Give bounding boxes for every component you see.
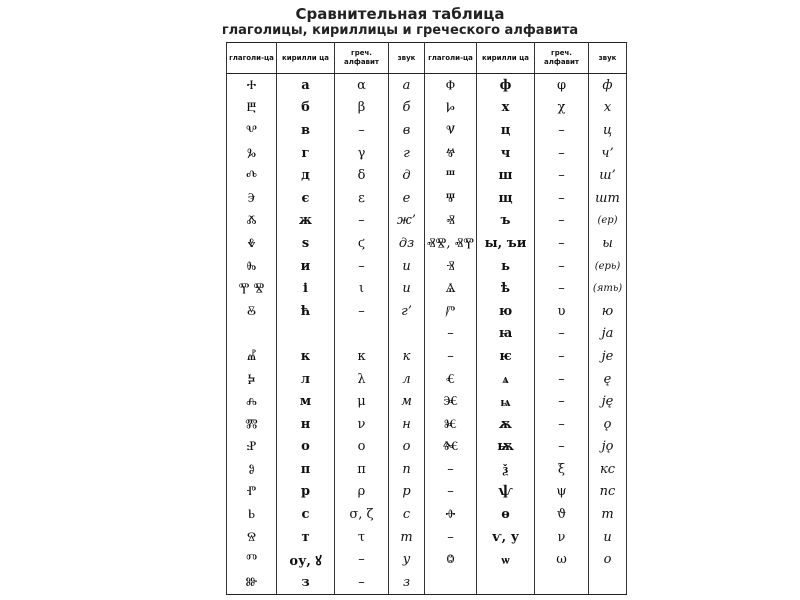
greek-cell: λ — [335, 368, 389, 391]
table-row — [227, 368, 627, 391]
glagolitic-cell: – — [425, 526, 477, 549]
glagolitic-cell: Ⰰ — [227, 74, 277, 97]
greek-cell: ο — [335, 436, 389, 459]
greek-cell: – — [535, 323, 589, 346]
cyrillic-cell: і — [277, 277, 335, 300]
greek-cell — [335, 323, 389, 346]
table-row — [227, 210, 627, 233]
glagolitic-cell: – — [425, 345, 477, 368]
sound-cell: je — [589, 345, 627, 368]
greek-cell: ϑ — [535, 503, 589, 526]
glagolitic-cell: Ⱂ — [227, 481, 277, 504]
cyrillic-cell: є — [277, 187, 335, 210]
glagolitic-cell: Ⱇ — [425, 74, 477, 97]
cyrillic-cell: б — [277, 97, 335, 120]
greek-cell: ρ — [335, 481, 389, 504]
sound-cell: д — [389, 164, 425, 187]
cyrillic-cell: ћ — [277, 300, 335, 323]
sound-cell: пс — [589, 481, 627, 504]
glagolitic-cell: Ⰴ — [227, 164, 277, 187]
glagolitic-cell: Ⰷ — [227, 232, 277, 255]
glagolitic-cell: Ⰳ — [227, 142, 277, 165]
sound-cell: г’ — [389, 300, 425, 323]
cyrillic-cell: ф — [477, 74, 535, 97]
sound-cell: шт — [589, 187, 627, 210]
glagolitic-cell — [425, 571, 477, 594]
greek-cell: – — [535, 164, 589, 187]
glagolitic-cell: Ⰵ — [227, 187, 277, 210]
sound-cell: (ерь) — [589, 255, 627, 278]
greek-cell: β — [335, 97, 389, 120]
cyrillic-cell: ѩ — [477, 390, 535, 413]
cyrillic-cell: ѯ — [477, 458, 535, 481]
sound-cell: ц — [589, 119, 627, 142]
table-row — [227, 323, 627, 346]
greek-cell: – — [535, 436, 589, 459]
greek-cell: φ — [535, 74, 589, 97]
table-row — [227, 164, 627, 187]
sound-cell: ж’ — [389, 210, 425, 233]
greek-cell: – — [535, 413, 589, 436]
greek-cell: ϛ — [335, 232, 389, 255]
sound-cell: ja — [589, 323, 627, 346]
table-row — [227, 255, 627, 278]
cyrillic-cell — [477, 571, 535, 594]
cyrillic-cell — [277, 323, 335, 346]
glagolitic-cell: Ⱅ — [227, 548, 277, 571]
cyrillic-cell: ь — [477, 255, 535, 278]
glagolitic-cell: Ⰽ — [227, 368, 277, 391]
glagolitic-cell: Ⱑ — [425, 277, 477, 300]
greek-cell: – — [335, 119, 389, 142]
sound-cell: и — [389, 255, 425, 278]
glagolitic-cell: Ⱋ — [425, 187, 477, 210]
sound-cell: о — [389, 436, 425, 459]
glagolitic-cell: Ⱗ — [425, 390, 477, 413]
cyrillic-cell: к — [277, 345, 335, 368]
sound-cell: а — [389, 74, 425, 97]
table-row — [227, 345, 627, 368]
glagolitic-cell: Ⱈ — [425, 97, 477, 120]
table-row — [227, 571, 627, 594]
greek-cell: ω — [535, 548, 589, 571]
greek-cell: ξ — [535, 458, 589, 481]
sound-cell: у — [389, 548, 425, 571]
column-header: греч. алфавит — [535, 43, 589, 74]
table-row — [227, 232, 627, 255]
table-row — [227, 548, 627, 571]
glagolitic-cell: Ⰾ — [227, 390, 277, 413]
sound-cell: г — [389, 142, 425, 165]
table-row — [227, 119, 627, 142]
glagolitic-cell: – — [425, 481, 477, 504]
cyrillic-cell: д — [277, 164, 335, 187]
glagolitic-cell: Ⱐ — [425, 255, 477, 278]
sound-cell: и — [389, 277, 425, 300]
greek-cell: – — [335, 571, 389, 594]
greek-cell: ι — [335, 277, 389, 300]
table-row — [227, 300, 627, 323]
sound-cell: ę — [589, 368, 627, 391]
sound-cell: о — [589, 548, 627, 571]
greek-cell: ψ — [535, 481, 589, 504]
sound-cell: и — [589, 526, 627, 549]
column-header: кирилли ца — [277, 43, 335, 74]
table-row — [227, 526, 627, 549]
cyrillic-cell: и — [277, 255, 335, 278]
glagolitic-cell: Ⱁ — [227, 458, 277, 481]
sound-cell: с — [389, 503, 425, 526]
cyrillic-cell: ъ — [477, 210, 535, 233]
sound-cell: (ер) — [589, 210, 627, 233]
sound-cell: р — [389, 481, 425, 504]
sound-cell — [589, 571, 627, 594]
cyrillic-cell: м — [277, 390, 335, 413]
sound-cell: п — [389, 458, 425, 481]
cyrillic-cell: ѫ — [477, 413, 535, 436]
sound-cell: з — [389, 571, 425, 594]
sound-cell: к — [389, 345, 425, 368]
table-row — [227, 277, 627, 300]
cyrillic-cell: ѵ, у — [477, 526, 535, 549]
sound-cell: дз — [389, 232, 425, 255]
glagolitic-cell: Ⰶ — [227, 210, 277, 233]
greek-cell: – — [535, 232, 589, 255]
greek-cell: – — [535, 277, 589, 300]
cyrillic-cell: ы, ъи — [477, 232, 535, 255]
glagolitic-cell: Ⱏ — [425, 210, 477, 233]
cyrillic-cell: ж — [277, 210, 335, 233]
glagolitic-cell: ⰟⰊ, ⰟⰉ — [425, 232, 477, 255]
sound-cell: ǫ — [589, 413, 627, 436]
glagolitic-cell: Ⱆ — [227, 571, 277, 594]
glagolitic-cell: Ⰱ — [227, 97, 277, 120]
cyrillic-cell: а — [277, 74, 335, 97]
sound-cell: в — [389, 119, 425, 142]
glagolitic-cell: Ⱃ — [227, 503, 277, 526]
greek-cell: – — [535, 119, 589, 142]
table-row — [227, 458, 627, 481]
sound-cell: е — [389, 187, 425, 210]
column-header: греч. алфавит — [335, 43, 389, 74]
cyrillic-cell: в — [277, 119, 335, 142]
greek-cell: κ — [335, 345, 389, 368]
glagolitic-cell: Ⱙ — [425, 436, 477, 459]
glagolitic-cell — [227, 323, 277, 346]
glagolitic-cell: Ⱎ — [425, 164, 477, 187]
cyrillic-cell: ѥ — [477, 345, 535, 368]
cyrillic-cell: п — [277, 458, 335, 481]
greek-cell: σ, ζ — [335, 503, 389, 526]
greek-cell: – — [535, 390, 589, 413]
glagolitic-cell: Ⱄ — [227, 526, 277, 549]
cyrillic-cell: г — [277, 142, 335, 165]
cyrillic-cell: з — [277, 571, 335, 594]
cyrillic-cell: т — [277, 526, 335, 549]
cyrillic-cell: оу, ꙋ — [277, 548, 335, 571]
glagolitic-cell: Ⰼ — [227, 345, 277, 368]
column-header: глаголи-ца — [425, 43, 477, 74]
cyrillic-cell: ш — [477, 164, 535, 187]
sound-cell: м — [389, 390, 425, 413]
cyrillic-cell: щ — [477, 187, 535, 210]
glagolitic-cell: Ⱉ — [425, 548, 477, 571]
greek-cell: χ — [535, 97, 589, 120]
greek-cell: δ — [335, 164, 389, 187]
column-header: глаголи-ца — [227, 43, 277, 74]
column-header: звук — [589, 43, 627, 74]
greek-cell: – — [535, 187, 589, 210]
sound-cell: х — [589, 97, 627, 120]
table-row — [227, 481, 627, 504]
sound-cell: т — [589, 503, 627, 526]
greek-cell: – — [535, 368, 589, 391]
cyrillic-cell: ц — [477, 119, 535, 142]
greek-cell: ε — [335, 187, 389, 210]
page-title: Сравнительная таблица — [295, 5, 505, 23]
sound-cell: н — [389, 413, 425, 436]
glagolitic-cell: Ⰻ — [227, 300, 277, 323]
greek-cell: τ — [335, 526, 389, 549]
table-row — [227, 390, 627, 413]
column-header: звук — [389, 43, 425, 74]
glagolitic-cell: Ⱘ — [425, 413, 477, 436]
glagolitic-cell: – — [425, 458, 477, 481]
column-header: кирилли ца — [477, 43, 535, 74]
glagolitic-cell: – — [425, 323, 477, 346]
cyrillic-cell: ч — [477, 142, 535, 165]
table-row — [227, 142, 627, 165]
table-row — [227, 413, 627, 436]
greek-cell: π — [335, 458, 389, 481]
sound-cell: ję — [589, 390, 627, 413]
greek-cell: μ — [335, 390, 389, 413]
cyrillic-cell: ѳ — [477, 503, 535, 526]
sound-cell: jǫ — [589, 436, 627, 459]
glagolitic-cell: Ⰸ — [227, 255, 277, 278]
cyrillic-cell: ѣ — [477, 277, 535, 300]
greek-cell: – — [335, 300, 389, 323]
sound-cell: л — [389, 368, 425, 391]
sound-cell: ш’ — [589, 164, 627, 187]
header-row — [227, 43, 627, 74]
cyrillic-cell: ю — [477, 300, 535, 323]
cyrillic-cell: ѱ — [477, 481, 535, 504]
greek-cell: γ — [335, 142, 389, 165]
greek-cell: ν — [535, 526, 589, 549]
cyrillic-cell: ѕ — [277, 232, 335, 255]
comparison-table — [226, 42, 627, 595]
cyrillic-cell: н — [277, 413, 335, 436]
glagolitic-cell: Ⰹ Ⰺ — [227, 277, 277, 300]
cyrillic-cell: р — [277, 481, 335, 504]
sound-cell: ю — [589, 300, 627, 323]
greek-cell: ν — [335, 413, 389, 436]
greek-cell: – — [535, 345, 589, 368]
sound-cell: кс — [589, 458, 627, 481]
glagolitic-cell: Ⰿ — [227, 413, 277, 436]
cyrillic-cell: х — [477, 97, 535, 120]
greek-cell: υ — [535, 300, 589, 323]
greek-cell: – — [535, 142, 589, 165]
cyrillic-cell: с — [277, 503, 335, 526]
sound-cell: т — [389, 526, 425, 549]
glagolitic-cell: Ⱌ — [425, 119, 477, 142]
sound-cell: ф — [589, 74, 627, 97]
glagolitic-cell: Ⱍ — [425, 142, 477, 165]
cyrillic-cell: л — [277, 368, 335, 391]
table-row — [227, 436, 627, 459]
cyrillic-cell: ѡ — [477, 548, 535, 571]
greek-cell — [535, 571, 589, 594]
table-row — [227, 503, 627, 526]
sound-cell — [389, 323, 425, 346]
table-row — [227, 74, 627, 97]
greek-cell: α — [335, 74, 389, 97]
glagolitic-cell: Ⰲ — [227, 119, 277, 142]
glagolitic-cell: Ⱀ — [227, 436, 277, 459]
cyrillic-cell: ꙗ — [477, 323, 535, 346]
greek-cell: – — [335, 255, 389, 278]
glagolitic-cell: Ⱔ — [425, 368, 477, 391]
sound-cell: б — [389, 97, 425, 120]
greek-cell: – — [535, 255, 589, 278]
greek-cell: – — [335, 548, 389, 571]
glagolitic-cell: Ⱚ — [425, 503, 477, 526]
sound-cell: ч’ — [589, 142, 627, 165]
greek-cell: – — [335, 210, 389, 233]
page-subtitle: глаголицы, кириллицы и греческого алфавита — [221, 23, 579, 38]
cyrillic-cell: ѧ — [477, 368, 535, 391]
glagolitic-cell: Ⱓ — [425, 300, 477, 323]
sound-cell: (ять) — [589, 277, 627, 300]
cyrillic-cell: о — [277, 436, 335, 459]
cyrillic-cell: ѭ — [477, 436, 535, 459]
table-row — [227, 97, 627, 120]
sound-cell: ы — [589, 232, 627, 255]
greek-cell: – — [535, 210, 589, 233]
table-row — [227, 187, 627, 210]
